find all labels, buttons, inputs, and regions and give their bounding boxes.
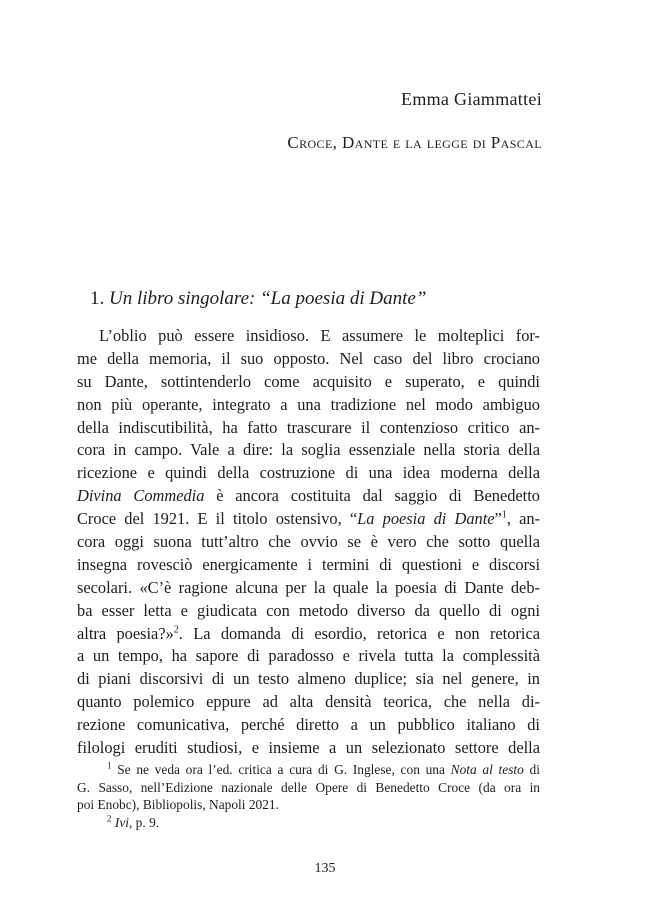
- footnote-reference: 2: [173, 624, 179, 636]
- body-text-segment: altra poesia?»: [77, 623, 174, 643]
- body-text-segment: , an-: [506, 509, 541, 529]
- body-text-segment: cora in campo. Vale a dire: la soglia essenziale nella storia della: [77, 440, 540, 460]
- section-heading: [90, 288, 426, 310]
- body-line: [77, 508, 540, 531]
- body-text-segment: L’oblio può essere insidioso. E assumere le molteplici for-: [99, 326, 540, 345]
- body-line: [77, 737, 540, 760]
- body-text-segment: ricezione e quindi della costruzione di una idea moderna della: [77, 463, 540, 483]
- body-line: [77, 325, 540, 348]
- footnote-1-line-2: G. Sasso, nell’Edizione nazionale delle Opere di Benedetto Croce (da ora in: [77, 779, 540, 795]
- italic-title: La poesia di Dante: [357, 509, 495, 529]
- footnote-1-marker: 1: [107, 760, 112, 771]
- footnote-2-marker: 2: [107, 813, 112, 824]
- body-text-segment: Croce del 1921. E il titolo ostensivo, “: [77, 509, 358, 529]
- body-text-segment: insegna rovesciò energicamente i termini di questioni e discorsi: [77, 554, 540, 574]
- footnote-1-italic: Nota al testo: [450, 762, 524, 777]
- body-text-segment: di piani discorsivi di un testo almeno duplice; sia nel genere, in: [77, 669, 540, 689]
- body-text-segment: secolari. «C’è ragione alcuna per la quale la poesia di Dante deb-: [77, 577, 540, 597]
- body-text-segment: è ancora costituita dal saggio di Benedetto: [204, 486, 540, 506]
- body-text-segment: ba esser letta e giudicata con metodo diverso da quello di ogni: [77, 600, 540, 620]
- body-text-segment: me della memoria, il suo opposto. Nel caso del libro crociano: [77, 348, 540, 368]
- body-line: [77, 554, 540, 577]
- section-number: 1.: [90, 288, 105, 309]
- body-text-segment: . La domanda di esordio, retorica e non retorica: [178, 623, 540, 643]
- body-line: [77, 714, 540, 737]
- body-line: [77, 531, 540, 554]
- footnote-2: [77, 814, 540, 832]
- body-text-segment: quanto polemico eppure ad alta densità teorica, che nella di-: [77, 692, 540, 712]
- body-text-segment: cora oggi suona tutt’altro che ovvio se è vero che sotto quella: [77, 532, 540, 552]
- italic-title: Divina Commedia: [77, 486, 205, 506]
- body-text-segment: della indiscutibilità, ha fatto trascurare il contenzioso critico an-: [77, 417, 540, 437]
- footnote-1-line-1: [77, 761, 540, 779]
- body-text-segment: rezione comunicativa, perché diretto a un pubblico italiano di: [77, 715, 540, 735]
- essay-title: Croce, Dante e la legge di Pascal: [287, 133, 542, 152]
- footnote-2-text: , p. 9.: [128, 814, 160, 830]
- body-line: [77, 371, 540, 394]
- author-name: Emma Giammattei: [401, 89, 542, 109]
- body-text-segment: ”: [494, 509, 502, 529]
- page-number: 135: [314, 861, 336, 876]
- body-text-segment: a un tempo, ha sapore di paradosso e rivela tutta la complessità: [77, 646, 540, 666]
- body-line: [77, 417, 540, 440]
- body-text-segment: filologi eruditi studiosi, e insieme a un selezionato settore della: [77, 738, 540, 758]
- body-line: [77, 485, 540, 508]
- footnote-2-italic: Ivi: [114, 814, 129, 830]
- body-line: [77, 623, 540, 646]
- body-text: [77, 325, 540, 760]
- body-line: [77, 439, 540, 462]
- body-text-segment: su Dante, sottintenderlo come acquisito e superato, e quindi: [77, 371, 540, 391]
- body-line: [77, 645, 540, 668]
- body-line: [77, 577, 540, 600]
- footnote-1-text-b: di: [523, 762, 540, 777]
- footnotes: [77, 761, 540, 831]
- body-line: [77, 668, 540, 691]
- footnote-1-text-a: Se ne veda ora l’ed. critica a cura di G. Inglese, con una: [117, 762, 451, 777]
- body-line: [77, 348, 540, 371]
- body-line: [77, 691, 540, 714]
- footnote-1-line-3: poi Enobc), Bibliopolis, Napoli 2021.: [77, 797, 279, 813]
- footnote-reference: 1: [501, 509, 507, 521]
- body-line: [77, 394, 540, 417]
- body-line: [77, 462, 540, 485]
- body-text-segment: non più operante, integrato a una tradizione nel modo ambiguo: [77, 394, 540, 414]
- section-title: Un libro singolare: “La poesia di Dante”: [109, 288, 427, 309]
- body-line: [77, 600, 540, 623]
